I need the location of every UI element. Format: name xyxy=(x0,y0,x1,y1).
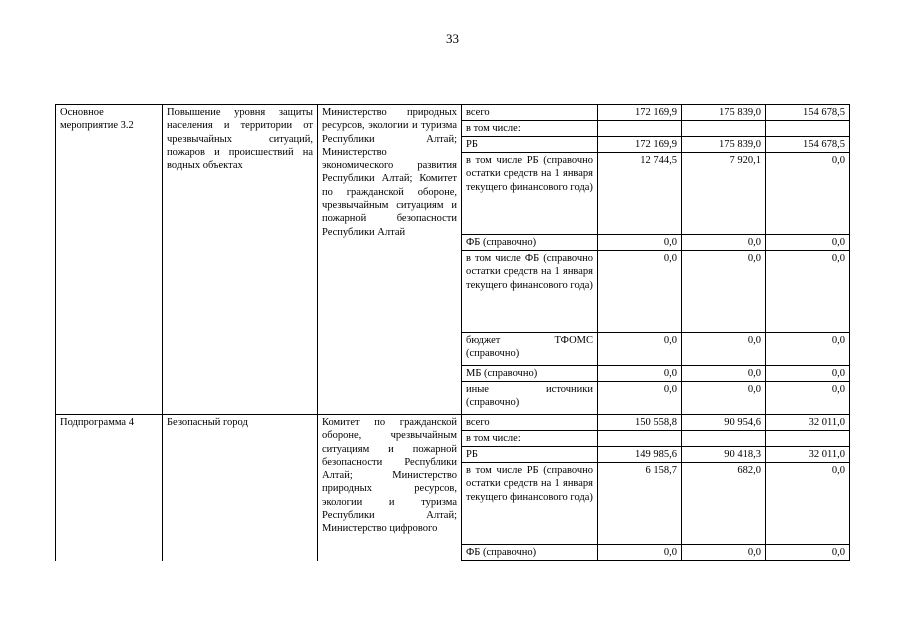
source-cell: всего xyxy=(462,105,598,121)
activity-name-cell: Повышение уровня защиты населения и территории от чрезвычайных ситуаций, пожаров и происшествий на водных объектах xyxy=(163,105,318,415)
value-cell: 6 158,7 xyxy=(598,463,682,545)
value-cell: 175 839,0 xyxy=(682,105,766,121)
value-cell xyxy=(682,431,766,447)
value-cell: 0,0 xyxy=(766,153,850,235)
value-cell: 0,0 xyxy=(682,366,766,382)
value-cell: 154 678,5 xyxy=(766,105,850,121)
value-cell: 172 169,9 xyxy=(598,137,682,153)
value-cell xyxy=(766,431,850,447)
value-cell: 0,0 xyxy=(766,366,850,382)
value-cell: 12 744,5 xyxy=(598,153,682,235)
value-cell: 0,0 xyxy=(598,366,682,382)
value-cell: 172 169,9 xyxy=(598,105,682,121)
source-cell: иные источники (справочно) xyxy=(462,382,598,415)
activity-code-cell: Основное мероприятие 3.2 xyxy=(56,105,163,415)
source-cell: в том числе: xyxy=(462,431,598,447)
value-cell: 0,0 xyxy=(682,382,766,415)
page-number: 33 xyxy=(446,31,459,46)
value-cell xyxy=(682,121,766,137)
value-cell: 0,0 xyxy=(682,333,766,366)
value-cell: 32 011,0 xyxy=(766,415,850,431)
source-cell: МБ (справочно) xyxy=(462,366,598,382)
value-cell: 0,0 xyxy=(598,382,682,415)
source-cell: бюджет ТФОМС (справочно) xyxy=(462,333,598,366)
value-cell xyxy=(598,121,682,137)
value-cell xyxy=(766,121,850,137)
source-cell: в том числе РБ (справочно остатки средств на 1 января текущего финансового года) xyxy=(462,463,598,545)
value-cell: 90 954,6 xyxy=(682,415,766,431)
budget-table xyxy=(55,104,850,561)
executor-cell: Комитет по гражданской обороне, чрезвычайным ситуациям и пожарной безопасности Республики Алтай; Министерство природных ресурсов, экологии и туризма Республики Алтай; Министерство цифрового xyxy=(318,415,462,561)
value-cell: 150 558,8 xyxy=(598,415,682,431)
value-cell: 175 839,0 xyxy=(682,137,766,153)
activity-code-cell: Подпрограмма 4 xyxy=(56,415,163,561)
value-cell xyxy=(598,431,682,447)
value-cell: 154 678,5 xyxy=(766,137,850,153)
value-cell: 149 985,6 xyxy=(598,447,682,463)
value-cell: 0,0 xyxy=(598,333,682,366)
source-cell: ФБ (справочно) xyxy=(462,545,598,561)
value-cell: 0,0 xyxy=(766,382,850,415)
source-cell: в том числе РБ (справочно остатки средств на 1 января текущего финансового года) xyxy=(462,153,598,235)
table-row xyxy=(56,415,850,431)
value-cell: 0,0 xyxy=(598,235,682,251)
value-cell: 32 011,0 xyxy=(766,447,850,463)
value-cell: 0,0 xyxy=(766,235,850,251)
source-cell: РБ xyxy=(462,137,598,153)
value-cell: 0,0 xyxy=(766,463,850,545)
value-cell: 0,0 xyxy=(766,251,850,333)
source-cell: в том числе ФБ (справочно остатки средств на 1 января текущего финансового года) xyxy=(462,251,598,333)
source-cell: РБ xyxy=(462,447,598,463)
value-cell: 0,0 xyxy=(766,333,850,366)
value-cell: 0,0 xyxy=(682,251,766,333)
value-cell: 0,0 xyxy=(766,545,850,561)
value-cell: 0,0 xyxy=(682,545,766,561)
value-cell: 682,0 xyxy=(682,463,766,545)
source-cell: всего xyxy=(462,415,598,431)
source-cell: ФБ (справочно) xyxy=(462,235,598,251)
source-cell: в том числе: xyxy=(462,121,598,137)
activity-name-cell: Безопасный город xyxy=(163,415,318,561)
executor-cell: Министерство природных ресурсов, экологии и туризма Республики Алтай; Министерство экономического развития Республики Алтай; Комитет по гражданской обороне, чрезвычайным ситуациям и пожарной безопасности Республики Алтай xyxy=(318,105,462,415)
table-row xyxy=(56,105,850,121)
value-cell: 0,0 xyxy=(598,545,682,561)
value-cell: 0,0 xyxy=(682,235,766,251)
value-cell: 0,0 xyxy=(598,251,682,333)
value-cell: 7 920,1 xyxy=(682,153,766,235)
value-cell: 90 418,3 xyxy=(682,447,766,463)
